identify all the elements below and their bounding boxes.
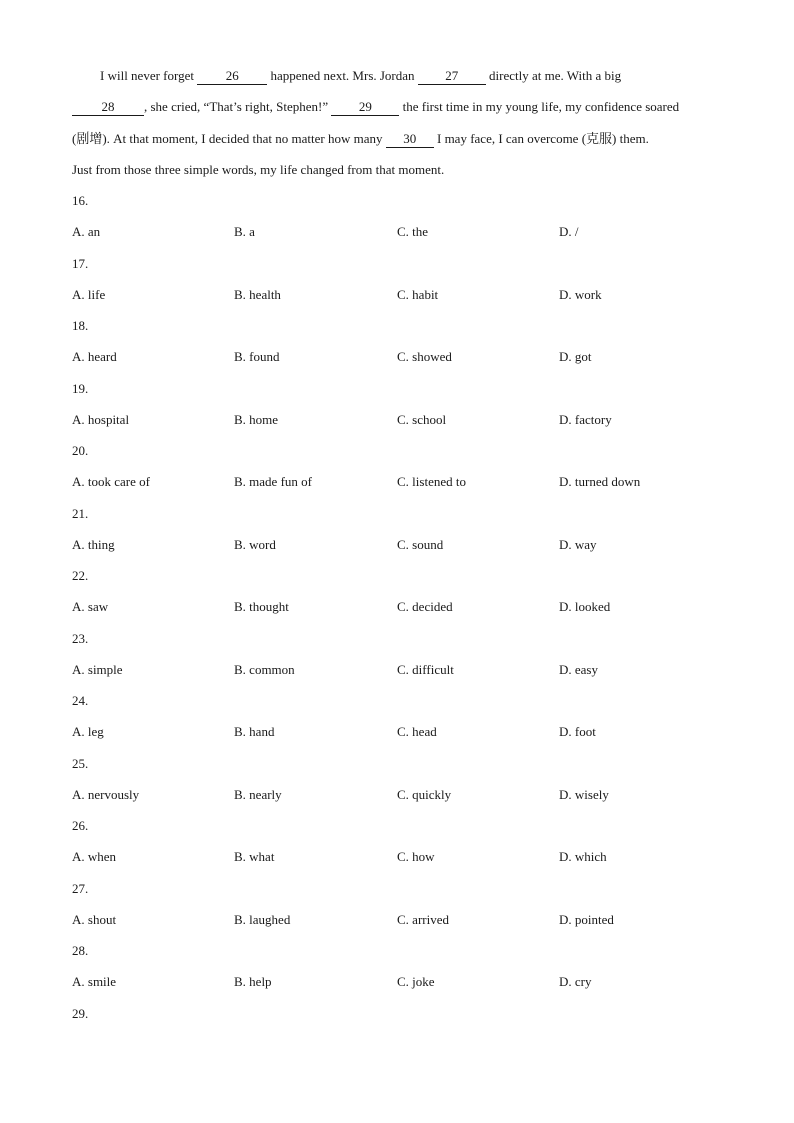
option-d[interactable]: D. work — [559, 286, 602, 302]
option-b[interactable]: B. hand — [234, 724, 275, 739]
option-row — [72, 841, 722, 873]
option-c[interactable]: C. habit — [397, 286, 439, 302]
option-a[interactable]: A. an — [72, 224, 101, 239]
question-item — [72, 185, 722, 248]
option-row — [72, 904, 722, 936]
question-list — [72, 185, 722, 1029]
blank-26: 26 — [197, 68, 267, 85]
option-b[interactable]: B. help — [234, 974, 272, 989]
question-item — [72, 435, 722, 498]
option-c[interactable]: C. joke — [397, 974, 435, 989]
option-d[interactable]: D. got — [559, 349, 592, 364]
option-c[interactable]: C. difficult — [397, 661, 454, 677]
option-c[interactable]: C. how — [397, 849, 435, 864]
option-row — [72, 716, 722, 748]
option-a[interactable]: A. life — [72, 286, 106, 302]
blank-27: 27 — [418, 68, 486, 85]
option-b[interactable]: B. thought — [234, 599, 289, 614]
question-number: 27. — [72, 880, 89, 896]
option-a[interactable]: A. nervously — [72, 786, 140, 802]
blank-30: 30 — [386, 131, 434, 148]
option-b[interactable]: B. common — [234, 661, 295, 677]
blank-29: 29 — [331, 99, 399, 116]
option-b[interactable]: B. word — [234, 536, 276, 552]
option-b[interactable]: B. health — [234, 286, 281, 302]
option-row — [72, 404, 722, 436]
option-d[interactable]: D. cry — [559, 974, 592, 989]
option-c[interactable]: C. quickly — [397, 786, 452, 802]
option-c[interactable]: C. the — [397, 224, 429, 239]
question-item — [72, 373, 722, 436]
option-b[interactable]: B. made fun of — [234, 474, 312, 489]
question-item — [72, 498, 722, 561]
option-c[interactable]: C. listened to — [397, 474, 466, 489]
option-a[interactable]: A. thing — [72, 536, 115, 552]
option-row — [72, 529, 722, 561]
passage-text: , she cried, “That’s right, Stephen!” — [144, 99, 332, 115]
question-item — [72, 685, 722, 748]
question-item — [72, 560, 722, 623]
option-row — [72, 341, 722, 373]
question-number: 24. — [72, 693, 89, 708]
option-d[interactable]: D. factory — [559, 411, 612, 427]
option-b[interactable]: B. found — [234, 349, 280, 364]
question-number: 29. — [72, 1005, 89, 1021]
option-b[interactable]: B. nearly — [234, 786, 282, 802]
option-a[interactable]: A. took care of — [72, 474, 150, 489]
question-number: 22. — [72, 568, 89, 583]
question-number: 18. — [72, 318, 89, 333]
option-d[interactable]: D. easy — [559, 661, 598, 677]
question-item — [72, 623, 722, 686]
question-number: 20. — [72, 443, 89, 458]
option-a[interactable]: A. heard — [72, 349, 117, 364]
option-row — [72, 216, 722, 248]
option-row — [72, 279, 722, 311]
option-row — [72, 466, 722, 498]
passage-text: I may face, I can overcome (克服) them. — [433, 130, 649, 146]
passage-text: (剧增). At that moment, I decided that no matter how many — [72, 130, 386, 146]
reading-passage — [72, 60, 722, 185]
question-number: 26. — [72, 818, 89, 833]
question-item — [72, 248, 722, 311]
option-b[interactable]: B. what — [234, 849, 275, 864]
question-item — [72, 748, 722, 811]
option-b[interactable]: B. home — [234, 411, 279, 427]
passage-line-2 — [72, 91, 722, 122]
option-c[interactable]: C. arrived — [397, 911, 449, 927]
passage-line-3 — [72, 123, 722, 154]
option-d[interactable]: D. way — [559, 536, 597, 552]
question-item — [72, 310, 722, 373]
option-a[interactable]: A. leg — [72, 724, 104, 739]
option-b[interactable]: B. laughed — [234, 911, 291, 927]
question-item — [72, 873, 722, 936]
option-d[interactable]: D. wisely — [559, 786, 609, 802]
option-d[interactable]: D. foot — [559, 724, 596, 739]
option-a[interactable]: A. saw — [72, 599, 109, 614]
passage-text: directly at me. With a big — [485, 68, 622, 83]
option-c[interactable]: C. head — [397, 724, 437, 739]
option-c[interactable]: C. showed — [397, 349, 452, 364]
option-a[interactable]: A. hospital — [72, 411, 130, 427]
passage-line-4: Just from those three simple words, my life changed from that moment. — [72, 161, 445, 177]
question-item — [72, 935, 722, 998]
option-d[interactable]: D. pointed — [559, 911, 614, 927]
option-row — [72, 654, 722, 686]
question-number: 21. — [72, 505, 89, 521]
question-number: 17. — [72, 255, 89, 271]
option-d[interactable]: D. turned down — [559, 474, 641, 489]
option-row — [72, 966, 722, 998]
option-a[interactable]: A. when — [72, 849, 117, 864]
question-item — [72, 810, 722, 873]
passage-text: the first time in my young life, my confidence soared — [399, 99, 680, 115]
option-d[interactable]: D. / — [559, 224, 579, 239]
question-number: 25. — [72, 755, 89, 771]
question-number: 23. — [72, 630, 89, 646]
question-number: 28. — [72, 943, 89, 958]
passage-text: happened next. Mrs. Jordan — [267, 68, 418, 83]
option-row — [72, 591, 722, 623]
option-row — [72, 779, 722, 811]
passage-text: I will never forget — [100, 68, 198, 83]
question-number: 19. — [72, 380, 89, 396]
option-b[interactable]: B. a — [234, 224, 255, 239]
passage-line-1 — [72, 60, 722, 91]
question-number: 16. — [72, 193, 89, 208]
option-d[interactable]: D. which — [559, 849, 607, 864]
blank-28: 28 — [72, 99, 144, 116]
option-d[interactable]: D. looked — [559, 599, 611, 614]
option-a[interactable]: A. smile — [72, 974, 117, 989]
option-c[interactable]: C. school — [397, 411, 447, 427]
option-a[interactable]: A. shout — [72, 911, 117, 927]
option-a[interactable]: A. simple — [72, 661, 123, 677]
option-c[interactable]: C. sound — [397, 536, 444, 552]
option-c[interactable]: C. decided — [397, 599, 453, 614]
